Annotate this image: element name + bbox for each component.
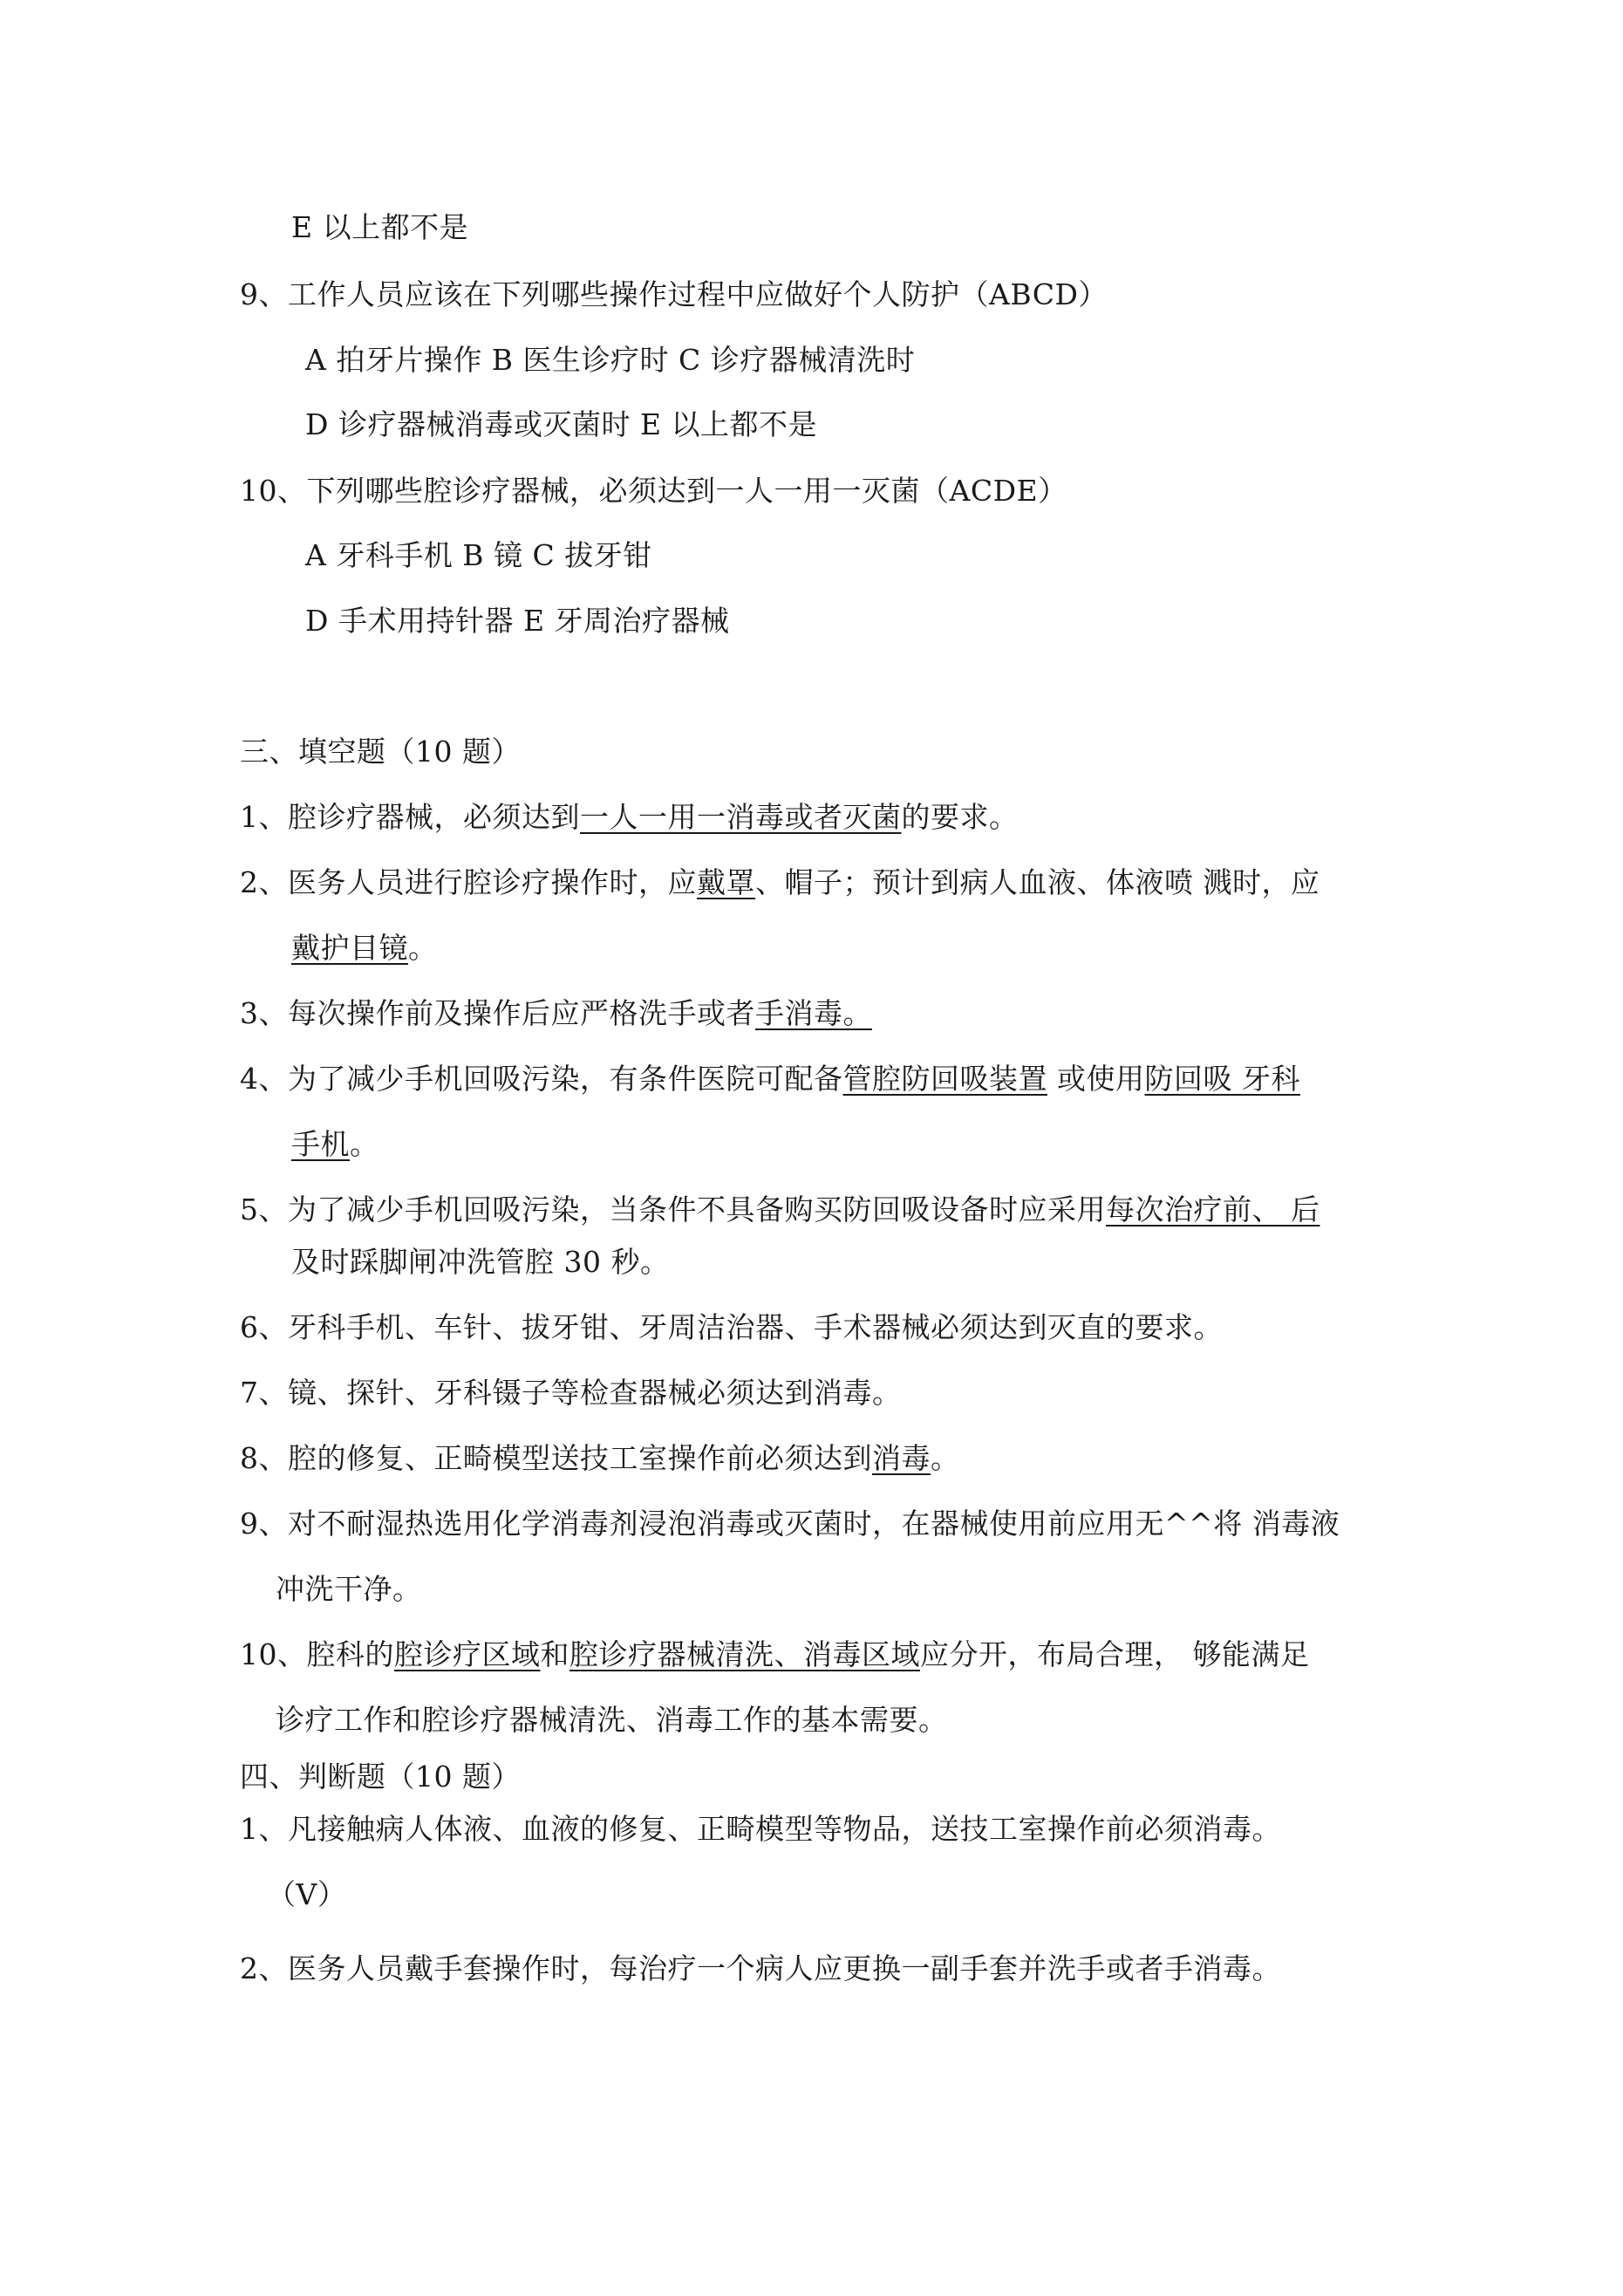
fill-in-heading: 三、填空题（10 题） [240, 735, 521, 769]
fill-4-answer-1: 管腔防回吸装置 [842, 1062, 1047, 1096]
fill-10-text-c: 应分开，布局合理， 够能满足 [920, 1637, 1310, 1671]
fill-item-6: 6、牙科手机、车针、拔牙钳、牙周洁治器、手术器械必须达到灭直的要求。 [240, 1310, 1223, 1344]
fill-3-answer: 手消毒。 [755, 996, 872, 1030]
q9-options-line2: D 诊疗器械消毒或灭菌时 E 以上都不是 [305, 407, 818, 441]
fill-4-answer-2: 防回吸 牙科 [1144, 1062, 1300, 1096]
fill-item-2-cont [291, 931, 438, 966]
fill-8-text-b: 。 [931, 1441, 960, 1475]
fill-3-text-a: 3、每次操作前及操作后应严格洗手或者 [240, 996, 755, 1030]
fill-2-answer-1: 戴罩 [697, 865, 755, 899]
fill-item-7: 7、镜、探针、牙科镊子等检查器械必须达到消毒。 [240, 1376, 902, 1410]
fill-4-text-c: 。 [350, 1127, 379, 1161]
judgment-item-1: 1、凡接触病人体液、血液的修复、正畸模型等物品，送技工室操作前必须消毒。 [240, 1812, 1281, 1846]
fill-item-10-cont: 诊疗工作和腔诊疗器械清洗、消毒工作的基本需要。 [276, 1703, 948, 1737]
q10-stem: 10、下列哪些腔诊疗器械，必须达到一人一用一灭菌（ACDE） [240, 474, 1067, 508]
fill-5-text-a: 5、为了减少手机回吸污染，当条件不具备购买防回吸设备时应采用 [240, 1192, 1106, 1227]
judgment-item-2: 2、医务人员戴手套操作时，每治疗一个病人应更换一副手套并洗手或者手消毒。 [240, 1951, 1281, 1985]
fill-item-3 [240, 996, 872, 1031]
q10-options-line1: A 牙科手机 B 镜 C 拔牙钳 [305, 538, 652, 572]
fill-8-text-a: 8、腔的修复、正畸模型送技工室操作前必须达到 [240, 1441, 872, 1475]
fill-item-5-cont: 及时踩脚闸冲洗管腔 30 秒。 [291, 1245, 670, 1279]
fill-10-answer-2: 腔诊疗器械清洗、消毒区域 [569, 1637, 920, 1671]
fill-item-9-cont: 冲洗干净。 [276, 1572, 422, 1606]
fill-item-2 [240, 865, 1320, 900]
q10-options-line2: D 手术用持针器 E 牙周治疗器械 [305, 604, 730, 638]
fill-item-8 [240, 1441, 960, 1476]
fill-2-answer-2: 戴护目镜 [291, 931, 408, 965]
fill-item-1 [240, 800, 1019, 835]
fill-item-10 [240, 1637, 1310, 1672]
fill-item-4 [240, 1062, 1300, 1097]
q8-option-e: E 以上都不是 [291, 210, 469, 244]
fill-10-text-b: 和 [540, 1637, 569, 1671]
judgment-item-1-answer: （V） [267, 1877, 347, 1911]
fill-4-text-a: 4、为了减少手机回吸污染，有条件医院可配备 [240, 1062, 843, 1096]
fill-1-answer: 一人一用一消毒或者灭菌 [580, 800, 902, 834]
q9-stem: 9、工作人员应该在下列哪些操作过程中应做好个人防护（ABCD） [240, 277, 1108, 311]
fill-item-9: 9、对不耐湿热选用化学消毒剂浸泡消毒或灭菌时，在器械使用前应用无^^将 消毒液 [240, 1507, 1340, 1541]
judgment-heading: 四、判断题（10 题） [240, 1760, 521, 1794]
fill-2-text-b: 、帽子；预计到病人血液、体液喷 溅时，应 [755, 865, 1320, 899]
fill-4-text-b: 或使用 [1047, 1062, 1145, 1096]
fill-2-text-c: 。 [408, 931, 438, 965]
fill-2-text-a: 2、医务人员进行腔诊疗操作时，应 [240, 865, 697, 899]
fill-item-4-cont [291, 1127, 379, 1162]
fill-5-answer: 每次治疗前、 后 [1106, 1192, 1320, 1227]
fill-10-answer-1: 腔诊疗区域 [394, 1637, 541, 1671]
fill-8-answer: 消毒 [872, 1441, 931, 1475]
q9-options-line1: A 拍牙片操作 B 医生诊疗时 C 诊疗器械清洗时 [305, 343, 916, 377]
fill-1-text-a: 1、腔诊疗器械，必须达到 [240, 800, 580, 834]
fill-10-text-a: 10、腔科的 [240, 1637, 394, 1671]
fill-4-answer-3: 手机 [291, 1127, 350, 1161]
fill-1-text-b: 的要求。 [901, 800, 1019, 834]
fill-item-5 [240, 1192, 1320, 1227]
